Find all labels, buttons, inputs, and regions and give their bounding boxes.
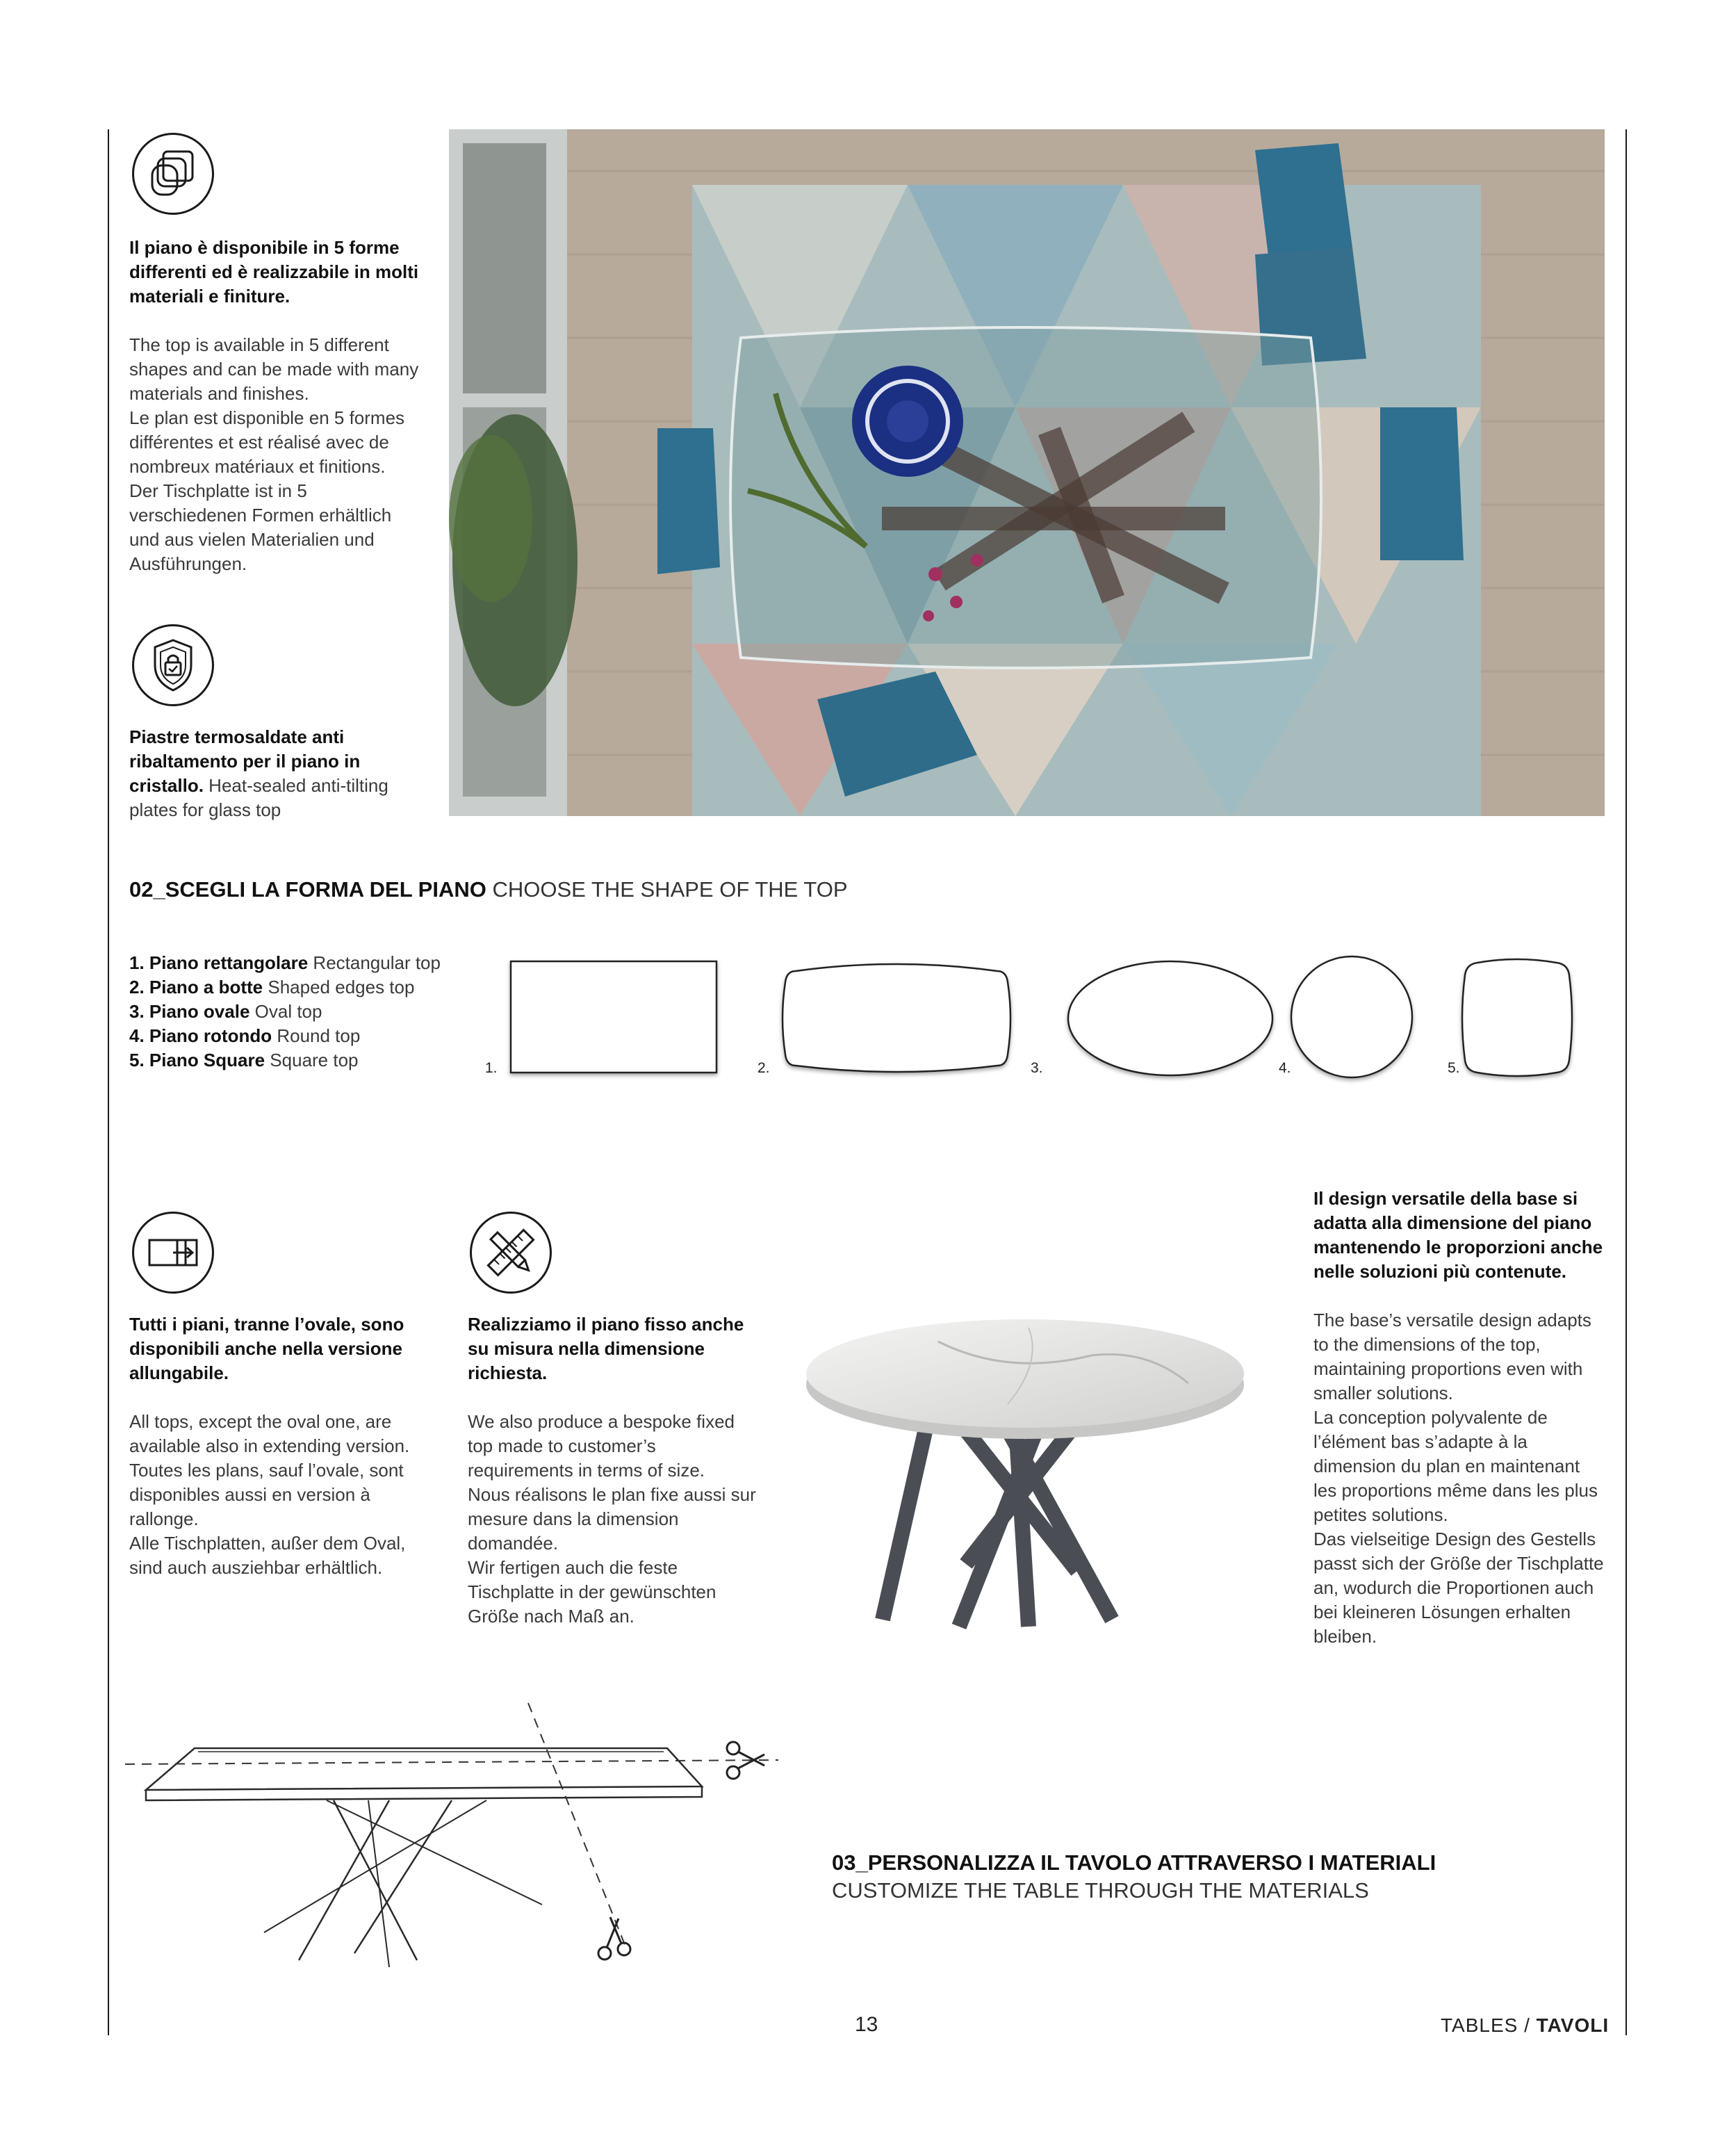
shield-lock-icon bbox=[132, 624, 214, 706]
shape-option-3: 3. Piano ovale Oval top bbox=[129, 1001, 322, 1022]
page-number: 13 bbox=[855, 2013, 878, 2036]
feature-bespoke-text bbox=[468, 1312, 760, 1629]
shapes-icon bbox=[132, 133, 214, 215]
feature-bespoke-fr: Nous réalisons le plan fixe aussi sur mesure dans la dimension domandée. bbox=[468, 1484, 756, 1554]
feature-extend-en: All tops, except the oval one, are available also in extending version. bbox=[129, 1411, 410, 1456]
feature-shapes-de: Der Tischplatte ist in 5 verschiedenen Formen erhältlich und aus vielen Materialien und Ausführungen. bbox=[129, 480, 392, 574]
feature-extend-text bbox=[129, 1312, 428, 1580]
table-sketch-drawing bbox=[125, 1696, 792, 1974]
shape-option-2: 2. Piano a botte Shaped edges top bbox=[129, 977, 415, 997]
feature-bespoke-title: Realizziamo il piano fisso anche su misura nella dimensione richiesta. bbox=[468, 1314, 744, 1383]
feature-shapes-title: Il piano è disponibile in 5 forme differenti ed è realizzabile in molti materiali e finiture. bbox=[129, 237, 419, 307]
feature-extend-de: Alle Tischplatten, außer dem Oval, sind auch ausziehbar erhältlich. bbox=[129, 1533, 406, 1578]
shape-option-1: 1. Piano rettangolare Rectangular top bbox=[129, 952, 441, 973]
left-page-rule bbox=[108, 129, 109, 2035]
feature-plates-text bbox=[129, 725, 421, 822]
footer-category bbox=[1441, 2014, 1609, 2037]
shape-number-3: 3. bbox=[1031, 1060, 1043, 1076]
round-table-photo bbox=[799, 1300, 1251, 1640]
section-02-title-bold: 02_SCEGLI LA FORMA DEL PIANO bbox=[129, 877, 486, 902]
round-top-shape bbox=[1291, 956, 1412, 1077]
section-03-title-bold: 03_PERSONALIZZA IL TAVOLO ATTRAVERSO I MATERIALI bbox=[832, 1850, 1436, 1875]
feature-base-text bbox=[1313, 1187, 1605, 1649]
feature-plates-subtitle: Heat-sealed anti-tilting plates for glass top bbox=[129, 775, 388, 820]
feature-shapes-text bbox=[129, 236, 421, 576]
feature-extend-title: Tutti i piani, tranne l’ovale, sono disponibili anche nella versione allungabile. bbox=[129, 1314, 404, 1383]
table-top-view-photo bbox=[449, 129, 1605, 816]
shape-number-4: 4. bbox=[1279, 1060, 1291, 1076]
feature-shapes-en: The top is available in 5 different shapes and can be made with many materials and finishes. bbox=[129, 334, 419, 404]
scissors-icon-vertical bbox=[598, 1917, 630, 1960]
section-02-title-light: CHOOSE THE SHAPE OF THE TOP bbox=[486, 877, 848, 902]
extend-icon bbox=[132, 1212, 214, 1294]
square-top-shape bbox=[1462, 959, 1572, 1076]
ruler-pencil-icon bbox=[470, 1212, 552, 1294]
shape-number-5: 5. bbox=[1448, 1060, 1460, 1076]
oval-top-shape bbox=[1068, 961, 1272, 1075]
feature-base-fr: La conception polyvalente de l’élément bas s’adapte à la dimension du plan en maintenant les proportions même dans les plus petites solutions. bbox=[1313, 1407, 1598, 1525]
section-03-title-light: CUSTOMIZE THE TABLE THROUGH THE MATERIALS bbox=[832, 1878, 1369, 1903]
feature-base-de: Das vielseitige Design des Gestells passt sich der Größe der Tischplatte an, wodurch die Proportionen auch bei kleineren Lösungen erhalten bleiben. bbox=[1313, 1529, 1604, 1647]
shape-option-5: 5. Piano Square Square top bbox=[129, 1050, 359, 1070]
shape-options-list bbox=[129, 951, 441, 1073]
section-02-title bbox=[129, 876, 848, 904]
feature-bespoke-en: We also produce a bespoke fixed top made to customer’s requirements in terms of size. bbox=[468, 1411, 735, 1481]
feature-extend-fr: Toutes les plans, sauf l’ovale, sont disponibles aussi en version à rallonge. bbox=[129, 1460, 404, 1529]
section-03-title bbox=[832, 1849, 1527, 1905]
feature-shapes-fr: Le plan est disponible en 5 formes différentes et est réalisé avec de nombreux matériaux et finitions. bbox=[129, 407, 405, 477]
shape-diagrams bbox=[445, 942, 1598, 1088]
shaped-edges-top-shape bbox=[783, 964, 1010, 1072]
feature-base-en: The base’s versatile design adapts to the dimensions of the top, maintaining proportions even with smaller solutions. bbox=[1313, 1310, 1591, 1403]
footer-category-bold: TAVOLI bbox=[1536, 2014, 1610, 2036]
footer-category-light: TABLES / bbox=[1441, 2014, 1537, 2036]
rectangular-top-shape bbox=[511, 961, 716, 1073]
shape-option-4: 4. Piano rotondo Round top bbox=[129, 1025, 361, 1046]
shape-number-1: 1. bbox=[485, 1060, 498, 1076]
feature-base-title: Il design versatile della base si adatta alla dimensione del piano mantenendo le proporzioni anche nelle soluzioni più contenute. bbox=[1313, 1188, 1603, 1282]
shape-number-2: 2. bbox=[758, 1060, 770, 1076]
right-page-rule bbox=[1626, 129, 1627, 2035]
feature-bespoke-de: Wir fertigen auch die feste Tischplatte in der gewünschten Größe nach Maß an. bbox=[468, 1557, 716, 1627]
feature-plates-title: Piastre termosaldate anti ribaltamento per il piano in cristallo. bbox=[129, 726, 361, 796]
